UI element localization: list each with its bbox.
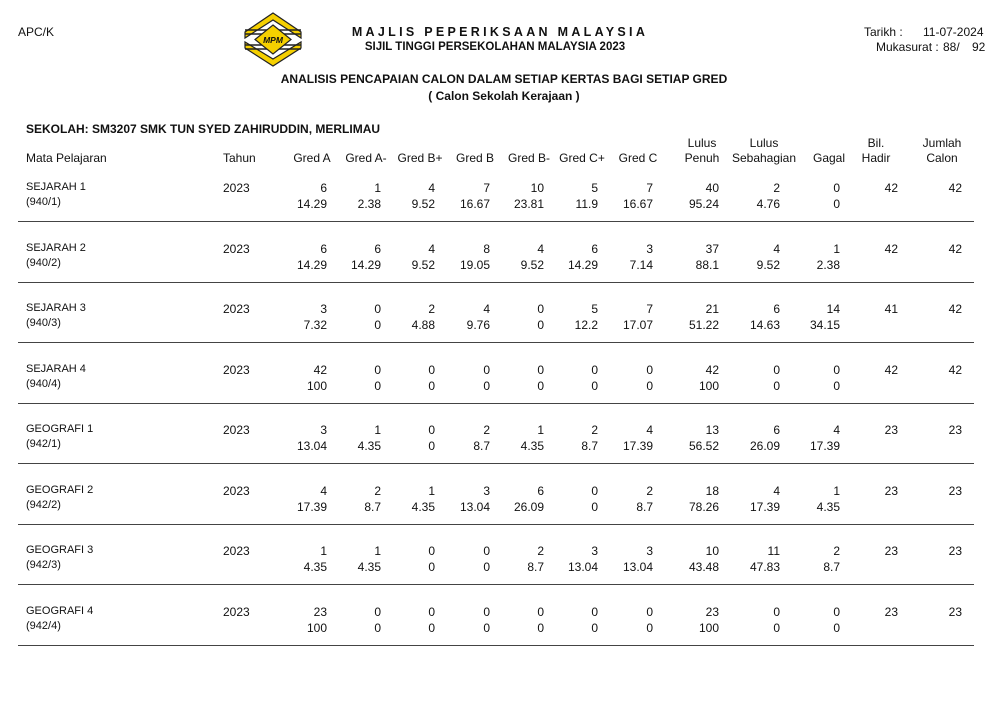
percent-cell: 8.7 xyxy=(823,560,840,574)
count-cell: 6 xyxy=(374,242,381,256)
count-cell: 42 xyxy=(705,363,719,377)
present-count-cell: 42 xyxy=(884,181,898,195)
col-present-2: Hadir xyxy=(861,151,891,165)
percent-cell: 9.76 xyxy=(466,318,490,332)
percent-cell: 0 xyxy=(374,379,381,393)
count-cell: 4 xyxy=(428,181,435,195)
percent-cell: 2.38 xyxy=(816,258,840,272)
subject-name: GEOGRAFI 2 xyxy=(26,484,94,496)
percent-cell: 17.39 xyxy=(296,500,327,514)
subject-name: SEJARAH 2 xyxy=(26,242,86,254)
count-cell: 8 xyxy=(483,242,490,256)
count-cell: 4 xyxy=(773,242,780,256)
report-code: APC/K xyxy=(18,25,55,39)
percent-cell: 23.81 xyxy=(513,197,544,211)
percent-cell: 19.05 xyxy=(459,258,490,272)
count-cell: 0 xyxy=(483,605,490,619)
count-cell: 10 xyxy=(530,181,544,195)
percent-cell: 4.76 xyxy=(756,197,780,211)
row-divider xyxy=(18,282,974,283)
percent-cell: 34.15 xyxy=(809,318,840,332)
date-value: 11-07-2024 xyxy=(923,25,984,39)
present-count-cell: 23 xyxy=(884,605,898,619)
count-cell: 3 xyxy=(646,242,653,256)
count-cell: 0 xyxy=(428,363,435,377)
subject-name: GEOGRAFI 3 xyxy=(26,544,94,556)
percent-cell: 4.35 xyxy=(357,439,381,453)
report-subtitle: ( Calon Sekolah Kerajaan ) xyxy=(428,89,580,103)
count-cell: 7 xyxy=(646,181,653,195)
percent-cell: 0 xyxy=(428,621,435,635)
percent-cell: 16.67 xyxy=(622,197,653,211)
percent-cell: 100 xyxy=(698,621,719,635)
row-divider xyxy=(18,584,974,585)
count-cell: 0 xyxy=(591,484,598,498)
count-cell: 0 xyxy=(537,605,544,619)
subject-name: GEOGRAFI 4 xyxy=(26,605,94,617)
count-cell: 3 xyxy=(483,484,490,498)
percent-cell: 12.2 xyxy=(574,318,598,332)
percent-cell: 13.04 xyxy=(622,560,653,574)
count-cell: 1 xyxy=(320,544,327,558)
count-cell: 1 xyxy=(833,484,840,498)
percent-cell: 13.04 xyxy=(567,560,598,574)
count-cell: 1 xyxy=(428,484,435,498)
table-row xyxy=(0,180,1008,240)
row-divider xyxy=(18,463,974,464)
table-row xyxy=(0,483,1008,543)
count-cell: 10 xyxy=(705,544,719,558)
total-candidates-cell: 23 xyxy=(948,423,962,437)
table-row xyxy=(0,301,1008,361)
percent-cell: 0 xyxy=(537,379,544,393)
count-cell: 0 xyxy=(591,605,598,619)
count-cell: 4 xyxy=(320,484,327,498)
percent-cell: 4.35 xyxy=(357,560,381,574)
logo-text: MPM xyxy=(263,35,283,45)
percent-cell: 0 xyxy=(428,379,435,393)
count-cell: 0 xyxy=(773,605,780,619)
percent-cell: 9.52 xyxy=(520,258,544,272)
row-divider xyxy=(18,403,974,404)
count-cell: 14 xyxy=(826,302,840,316)
row-divider xyxy=(18,221,974,222)
col-total-1: Jumlah xyxy=(922,136,962,150)
col-grade-b-plus: Gred B+ xyxy=(397,151,443,165)
count-cell: 0 xyxy=(483,363,490,377)
percent-cell: 8.7 xyxy=(364,500,381,514)
percent-cell: 0 xyxy=(483,621,490,635)
percent-cell: 9.52 xyxy=(411,197,435,211)
percent-cell: 100 xyxy=(698,379,719,393)
percent-cell: 0 xyxy=(374,318,381,332)
percent-cell: 0 xyxy=(483,379,490,393)
percent-cell: 26.09 xyxy=(749,439,780,453)
percent-cell: 47.83 xyxy=(749,560,780,574)
count-cell: 2 xyxy=(374,484,381,498)
subject-code: (940/1) xyxy=(26,196,61,208)
percent-cell: 26.09 xyxy=(513,500,544,514)
percent-cell: 0 xyxy=(428,439,435,453)
count-cell: 0 xyxy=(483,544,490,558)
year-cell: 2023 xyxy=(223,484,250,498)
percent-cell: 8.7 xyxy=(527,560,544,574)
col-total-2: Calon xyxy=(926,151,958,165)
count-cell: 23 xyxy=(705,605,719,619)
count-cell: 0 xyxy=(833,605,840,619)
percent-cell: 14.29 xyxy=(296,197,327,211)
year-cell: 2023 xyxy=(223,363,250,377)
page-total: 92 xyxy=(972,40,986,54)
col-subject: Mata Pelajaran xyxy=(26,151,107,165)
percent-cell: 0 xyxy=(646,379,653,393)
percent-cell: 0 xyxy=(374,621,381,635)
percent-cell: 4.88 xyxy=(411,318,435,332)
count-cell: 0 xyxy=(591,363,598,377)
percent-cell: 100 xyxy=(306,379,327,393)
present-count-cell: 23 xyxy=(884,423,898,437)
percent-cell: 2.38 xyxy=(357,197,381,211)
present-count-cell: 42 xyxy=(884,363,898,377)
percent-cell: 8.7 xyxy=(473,439,490,453)
year-cell: 2023 xyxy=(223,423,250,437)
percent-cell: 17.39 xyxy=(622,439,653,453)
count-cell: 4 xyxy=(833,423,840,437)
count-cell: 0 xyxy=(773,363,780,377)
count-cell: 0 xyxy=(428,423,435,437)
count-cell: 0 xyxy=(646,363,653,377)
count-cell: 40 xyxy=(705,181,719,195)
col-partial-pass-2: Sebahagian xyxy=(731,151,797,165)
count-cell: 4 xyxy=(428,242,435,256)
count-cell: 3 xyxy=(646,544,653,558)
percent-cell: 7.14 xyxy=(629,258,653,272)
count-cell: 6 xyxy=(773,302,780,316)
count-cell: 0 xyxy=(428,605,435,619)
percent-cell: 4.35 xyxy=(520,439,544,453)
year-cell: 2023 xyxy=(223,242,250,256)
count-cell: 13 xyxy=(705,423,719,437)
percent-cell: 9.52 xyxy=(411,258,435,272)
count-cell: 6 xyxy=(320,181,327,195)
percent-cell: 13.04 xyxy=(296,439,327,453)
total-candidates-cell: 23 xyxy=(948,605,962,619)
percent-cell: 17.07 xyxy=(622,318,653,332)
percent-cell: 0 xyxy=(833,197,840,211)
percent-cell: 14.63 xyxy=(749,318,780,332)
percent-cell: 4.35 xyxy=(303,560,327,574)
total-candidates-cell: 42 xyxy=(948,242,962,256)
count-cell: 4 xyxy=(646,423,653,437)
subject-code: (942/2) xyxy=(26,499,61,511)
count-cell: 0 xyxy=(833,181,840,195)
total-candidates-cell: 42 xyxy=(948,181,962,195)
count-cell: 3 xyxy=(320,302,327,316)
percent-cell: 51.22 xyxy=(688,318,719,332)
page-number: 88/ xyxy=(943,40,960,54)
percent-cell: 8.7 xyxy=(581,439,598,453)
percent-cell: 16.67 xyxy=(459,197,490,211)
page-label: Mukasurat : xyxy=(876,40,939,54)
percent-cell: 0 xyxy=(646,621,653,635)
count-cell: 18 xyxy=(705,484,719,498)
percent-cell: 0 xyxy=(833,621,840,635)
present-count-cell: 23 xyxy=(884,484,898,498)
col-grade-b: Gred B xyxy=(455,151,494,165)
count-cell: 4 xyxy=(773,484,780,498)
subject-code: (942/3) xyxy=(26,559,61,571)
percent-cell: 0 xyxy=(591,500,598,514)
subject-code: (940/4) xyxy=(26,378,61,390)
count-cell: 0 xyxy=(374,302,381,316)
count-cell: 2 xyxy=(428,302,435,316)
date-label: Tarikh : xyxy=(864,25,903,39)
present-count-cell: 42 xyxy=(884,242,898,256)
percent-cell: 78.26 xyxy=(688,500,719,514)
percent-cell: 56.52 xyxy=(688,439,719,453)
count-cell: 2 xyxy=(646,484,653,498)
year-cell: 2023 xyxy=(223,181,250,195)
year-cell: 2023 xyxy=(223,302,250,316)
count-cell: 1 xyxy=(833,242,840,256)
col-present-1: Bil. xyxy=(867,136,885,150)
count-cell: 0 xyxy=(374,363,381,377)
count-cell: 6 xyxy=(320,242,327,256)
count-cell: 5 xyxy=(591,181,598,195)
percent-cell: 7.32 xyxy=(303,318,327,332)
subject-name: SEJARAH 4 xyxy=(26,363,86,375)
row-divider xyxy=(18,342,974,343)
subject-name: GEOGRAFI 1 xyxy=(26,423,94,435)
table-row xyxy=(0,604,1008,664)
total-candidates-cell: 42 xyxy=(948,363,962,377)
count-cell: 3 xyxy=(591,544,598,558)
count-cell: 3 xyxy=(320,423,327,437)
present-count-cell: 41 xyxy=(884,302,898,316)
total-candidates-cell: 23 xyxy=(948,544,962,558)
count-cell: 0 xyxy=(374,605,381,619)
percent-cell: 17.39 xyxy=(809,439,840,453)
count-cell: 23 xyxy=(313,605,327,619)
percent-cell: 95.24 xyxy=(688,197,719,211)
percent-cell: 0 xyxy=(773,621,780,635)
count-cell: 37 xyxy=(705,242,719,256)
table-row xyxy=(0,543,1008,603)
exam-subtitle: SIJIL TINGGI PERSEKOLAHAN MALAYSIA 2023 xyxy=(364,41,626,53)
table-row xyxy=(0,241,1008,301)
col-fail: Gagal xyxy=(812,151,846,165)
subject-name: SEJARAH 1 xyxy=(26,181,86,193)
row-divider xyxy=(18,524,974,525)
percent-cell: 4.35 xyxy=(411,500,435,514)
count-cell: 2 xyxy=(833,544,840,558)
percent-cell: 11.9 xyxy=(575,197,598,211)
count-cell: 1 xyxy=(374,423,381,437)
count-cell: 7 xyxy=(483,181,490,195)
percent-cell: 0 xyxy=(537,621,544,635)
year-cell: 2023 xyxy=(223,605,250,619)
count-cell: 4 xyxy=(537,242,544,256)
col-grade-a: Gred A xyxy=(293,151,331,165)
percent-cell: 0 xyxy=(833,379,840,393)
percent-cell: 0 xyxy=(428,560,435,574)
percent-cell: 0 xyxy=(773,379,780,393)
percent-cell: 0 xyxy=(537,318,544,332)
count-cell: 1 xyxy=(537,423,544,437)
percent-cell: 88.1 xyxy=(695,258,719,272)
count-cell: 42 xyxy=(313,363,327,377)
table-row xyxy=(0,422,1008,482)
subject-code: (942/4) xyxy=(26,620,61,632)
percent-cell: 14.29 xyxy=(567,258,598,272)
row-divider xyxy=(18,645,974,646)
percent-cell: 100 xyxy=(306,621,327,635)
total-candidates-cell: 23 xyxy=(948,484,962,498)
subject-code: (940/2) xyxy=(26,257,61,269)
percent-cell: 4.35 xyxy=(816,500,840,514)
col-grade-b-minus: Gred B- xyxy=(507,151,550,165)
count-cell: 6 xyxy=(537,484,544,498)
col-full-pass-2: Penuh xyxy=(684,151,720,165)
count-cell: 6 xyxy=(773,423,780,437)
col-partial-pass-1: Lulus xyxy=(749,136,779,150)
count-cell: 0 xyxy=(833,363,840,377)
col-full-pass-1: Lulus xyxy=(687,136,717,150)
percent-cell: 0 xyxy=(483,560,490,574)
count-cell: 0 xyxy=(537,363,544,377)
col-year: Tahun xyxy=(223,151,256,165)
count-cell: 0 xyxy=(537,302,544,316)
count-cell: 1 xyxy=(374,544,381,558)
total-candidates-cell: 42 xyxy=(948,302,962,316)
col-grade-c-plus: Gred C+ xyxy=(559,151,605,165)
percent-cell: 17.39 xyxy=(749,500,780,514)
mpm-logo-icon xyxy=(241,12,305,67)
count-cell: 21 xyxy=(705,302,719,316)
table-row xyxy=(0,362,1008,422)
count-cell: 2 xyxy=(483,423,490,437)
count-cell: 11 xyxy=(767,544,780,558)
school-name: SEKOLAH: SM3207 SMK TUN SYED ZAHIRUDDIN, MERLIMAU xyxy=(26,122,381,136)
subject-code: (942/1) xyxy=(26,438,61,450)
year-cell: 2023 xyxy=(223,544,250,558)
count-cell: 5 xyxy=(591,302,598,316)
subject-code: (940/3) xyxy=(26,317,61,329)
count-cell: 0 xyxy=(646,605,653,619)
council-title: MAJLIS PEPERIKSAAN MALAYSIA xyxy=(351,25,649,39)
percent-cell: 9.52 xyxy=(756,258,780,272)
col-grade-c: Gred C xyxy=(618,151,658,165)
count-cell: 7 xyxy=(646,302,653,316)
count-cell: 6 xyxy=(591,242,598,256)
percent-cell: 43.48 xyxy=(688,560,719,574)
percent-cell: 0 xyxy=(591,379,598,393)
count-cell: 0 xyxy=(428,544,435,558)
percent-cell: 13.04 xyxy=(459,500,490,514)
count-cell: 2 xyxy=(537,544,544,558)
percent-cell: 14.29 xyxy=(296,258,327,272)
count-cell: 4 xyxy=(483,302,490,316)
col-grade-a-minus: Gred A- xyxy=(345,151,387,165)
subject-name: SEJARAH 3 xyxy=(26,302,86,314)
percent-cell: 8.7 xyxy=(636,500,653,514)
report-title: ANALISIS PENCAPAIAN CALON DALAM SETIAP KERTAS BAGI SETIAP GRED xyxy=(280,72,728,86)
present-count-cell: 23 xyxy=(884,544,898,558)
percent-cell: 0 xyxy=(591,621,598,635)
count-cell: 2 xyxy=(773,181,780,195)
count-cell: 1 xyxy=(374,181,381,195)
count-cell: 2 xyxy=(591,423,598,437)
percent-cell: 14.29 xyxy=(350,258,381,272)
